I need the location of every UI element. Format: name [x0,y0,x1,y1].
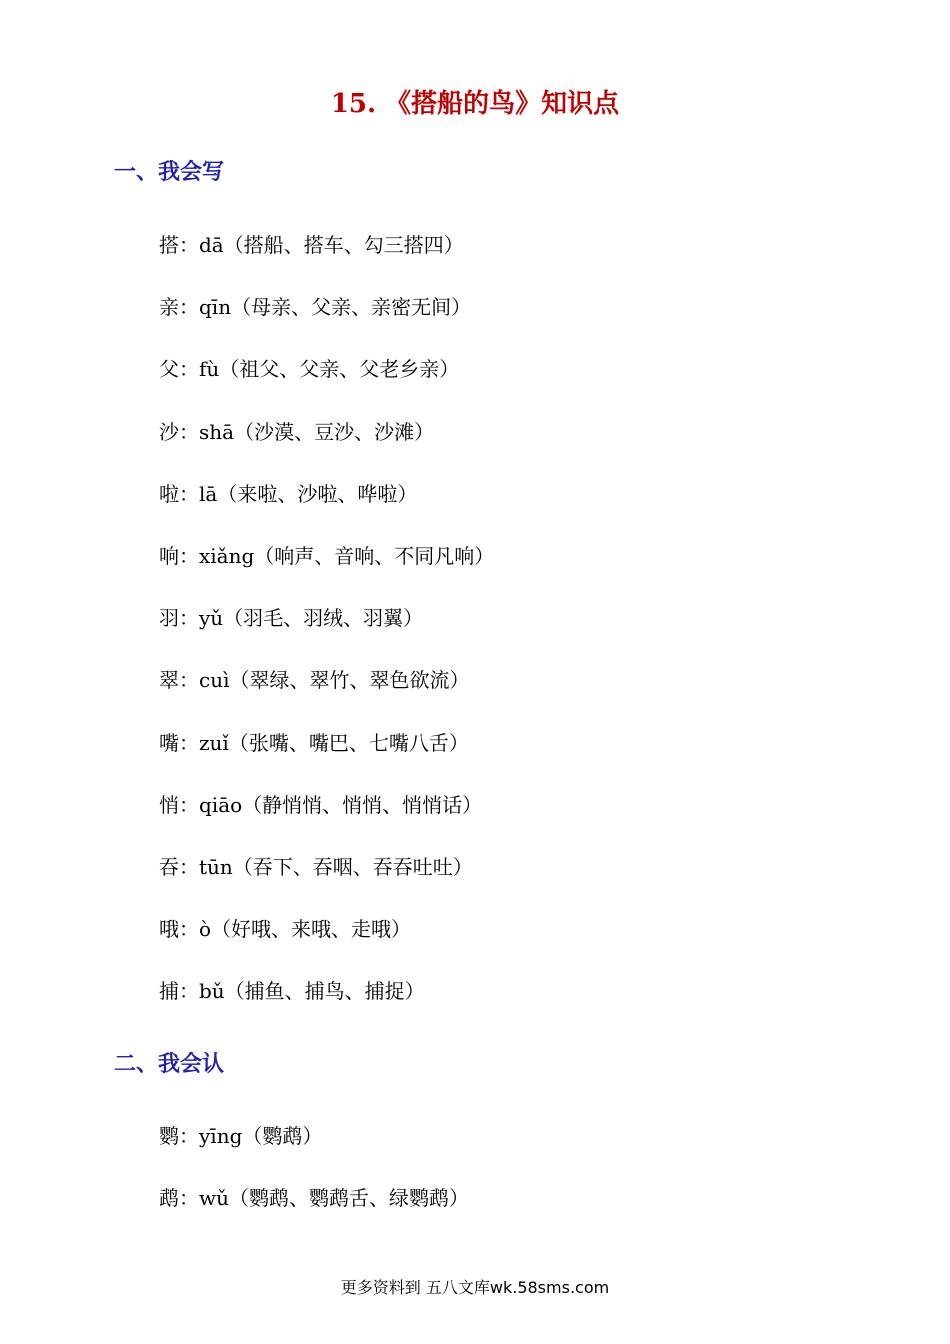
footer-watermark: 更多资料到 五八文库wk.58sms.com [340,1278,610,1297]
character-entry: 悄：qiāo（静悄悄、悄悄、悄悄话） [159,793,483,817]
character-entry: 沙：shā（沙漠、豆沙、沙滩） [159,420,435,444]
character-entry: 啦：lā（来啦、沙啦、哗啦） [159,482,418,506]
character-entry: 捕：bǔ（捕鱼、捕鸟、捕捉） [159,979,425,1003]
character-entry: 搭：dā（搭船、搭车、勾三搭四） [159,233,464,257]
character-entry: 鹦：yīng（鹦鹉） [159,1124,323,1148]
character-entry: 鹉：wǔ（鹦鹉、鹦鹉舌、绿鹦鹉） [159,1186,469,1210]
character-entry: 响：xiǎng（响声、音响、不同凡响） [159,544,495,568]
character-entry: 父：fù（祖父、父亲、父老乡亲） [159,357,460,381]
character-entry: 亲：qīn（母亲、父亲、亲密无间） [159,295,472,319]
section-heading: 一、我会写 [114,160,225,185]
character-entry: 羽：yǔ（羽毛、羽绒、羽翼） [159,606,424,630]
character-entry: 嘴：zuǐ（张嘴、嘴巴、七嘴八舌） [159,731,469,755]
character-entry: 哦：ò（好哦、来哦、走哦） [159,917,412,941]
section-heading: 二、我会认 [114,1052,225,1077]
character-entry: 吞：tūn（吞下、吞咽、吞吞吐吐） [159,855,473,879]
document-title: 15. 《搭船的鸟》知识点 [330,89,620,119]
character-entry: 翠：cuì（翠绿、翠竹、翠色欲流） [159,668,470,692]
